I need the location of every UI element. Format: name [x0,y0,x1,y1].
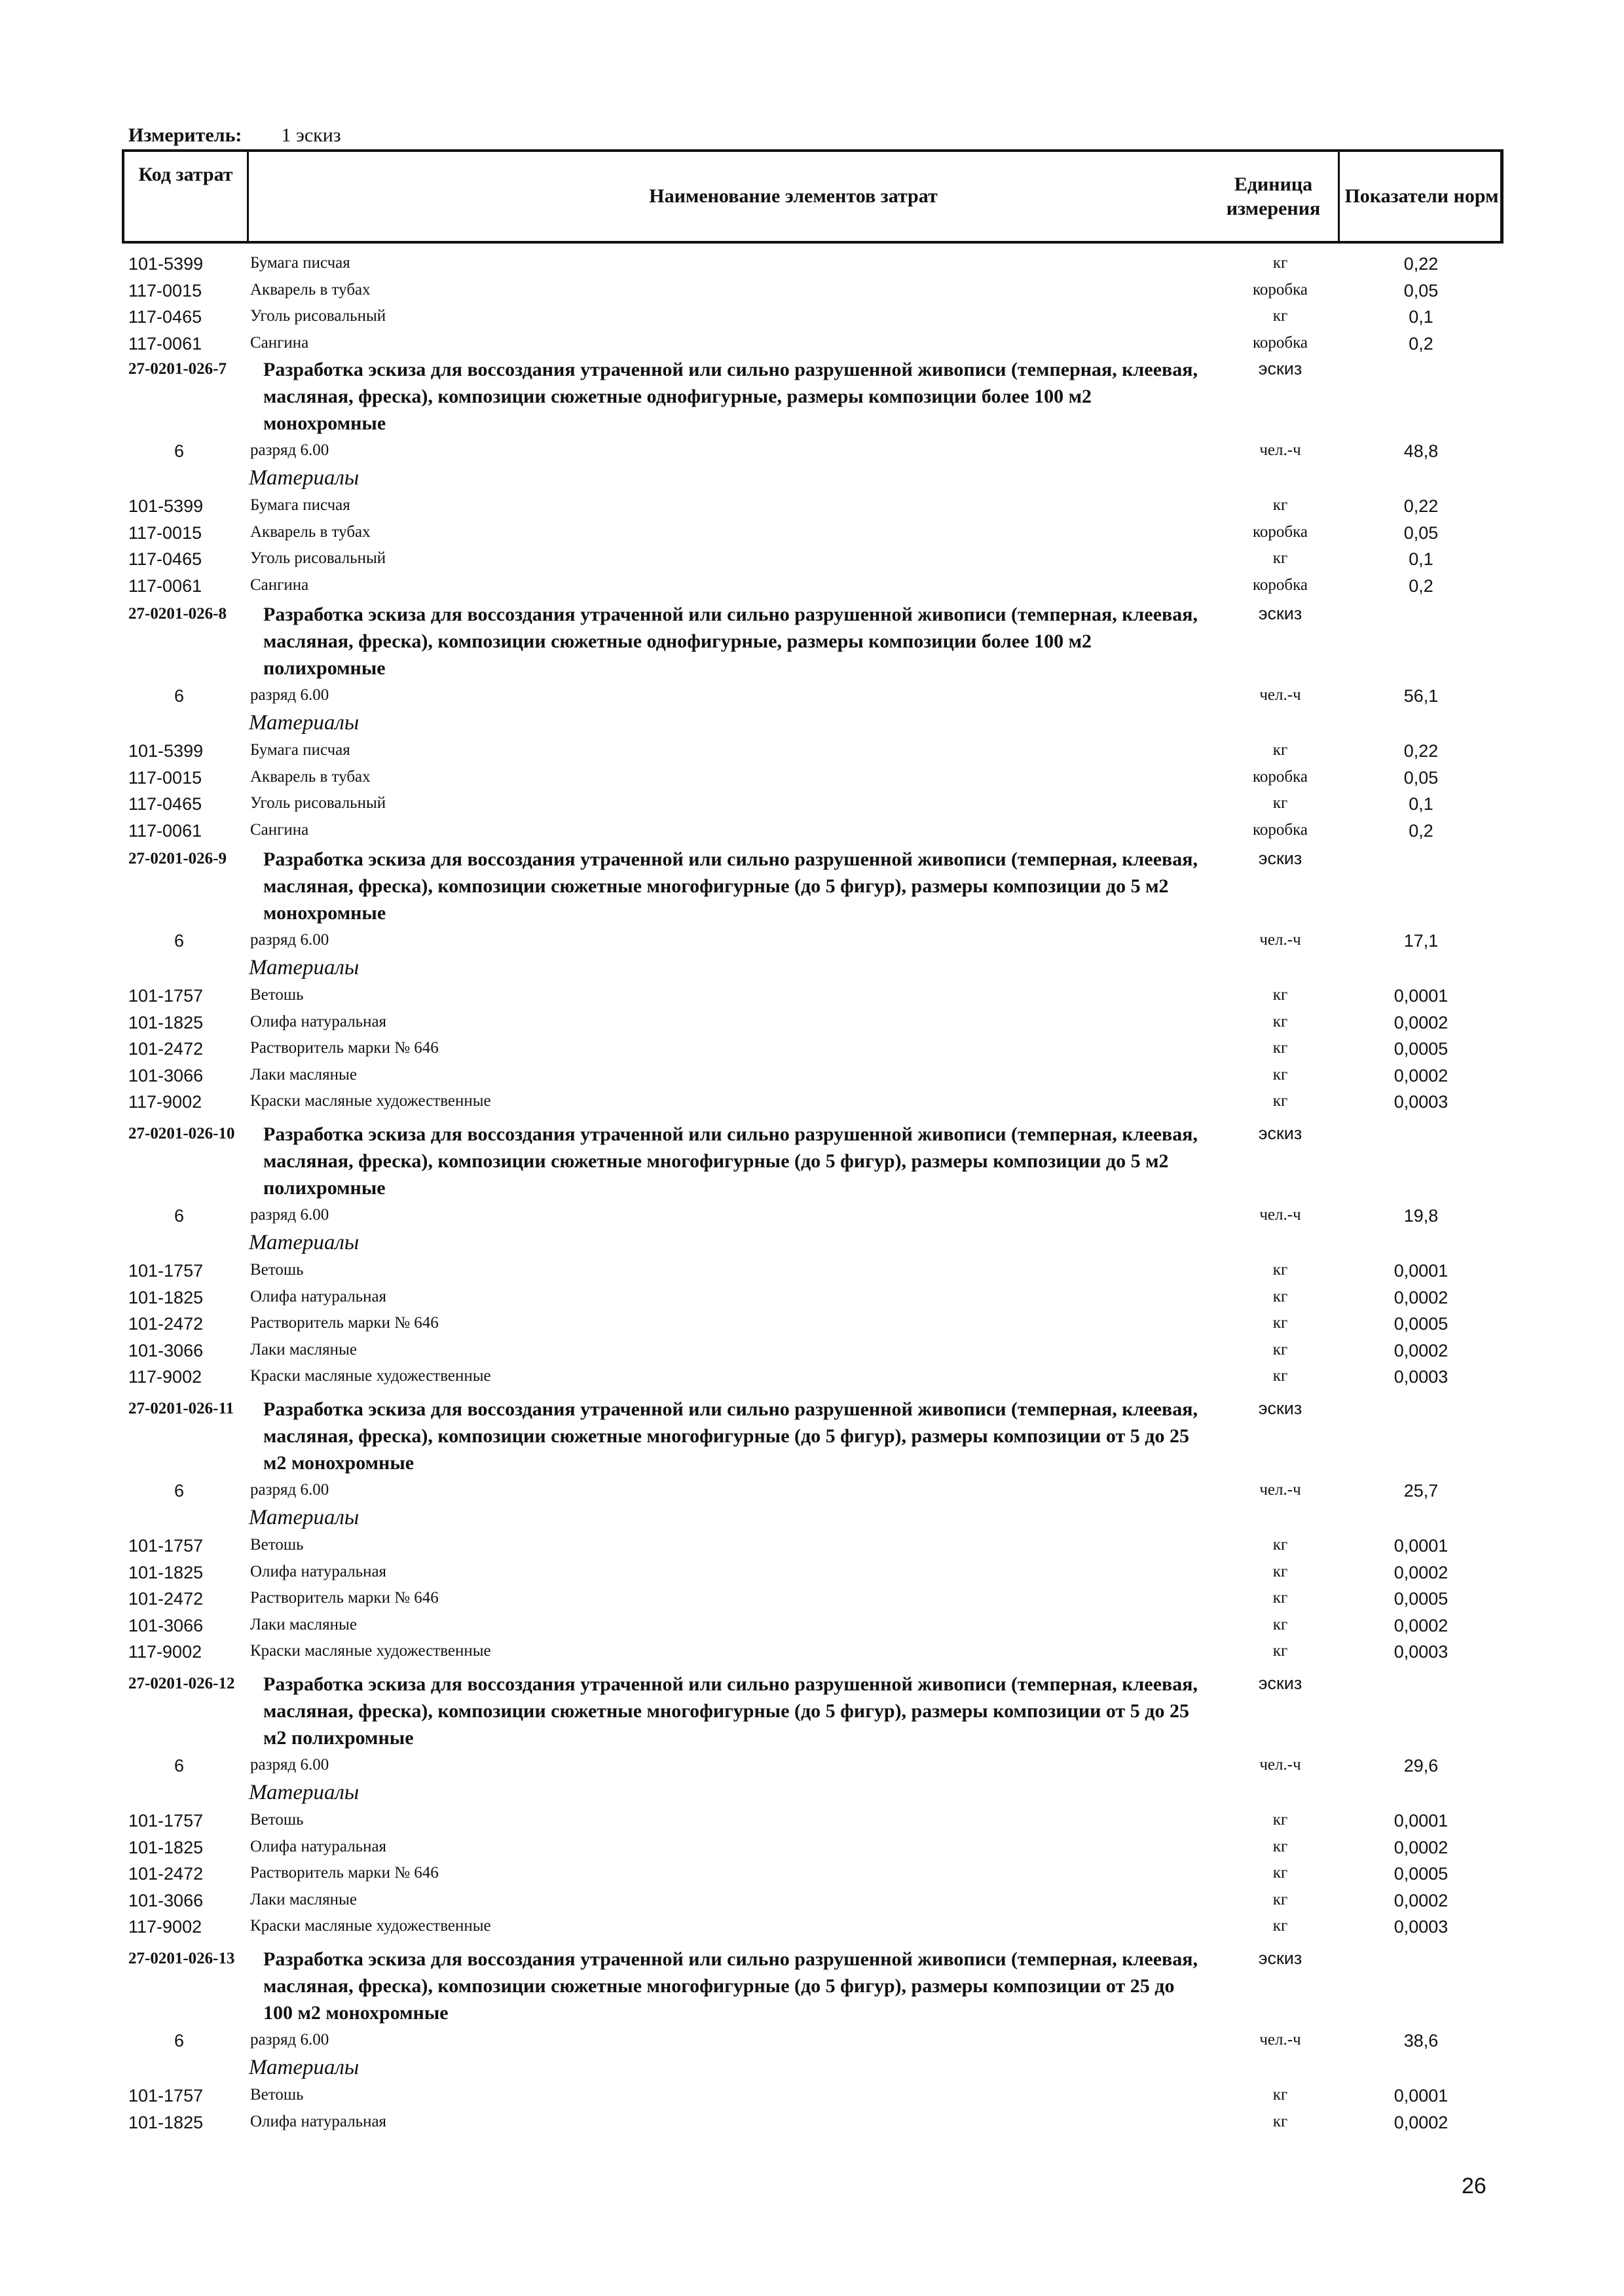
rank-value: 17,1 [1403,931,1439,951]
rank-code: 6 [174,441,185,461]
item-code: 117-0465 [128,794,202,814]
table-row [0,523,1624,549]
rank-value: 25,7 [1403,1481,1439,1501]
position-code: 27-0201-026-7 [128,360,227,378]
item-unit: кг [1272,1287,1288,1305]
item-unit: кг [1272,1261,1288,1279]
table-row [0,1288,1624,1314]
item-value: 0,0002 [1393,1837,1449,1857]
item-unit: кг [1272,1012,1288,1030]
table-row [0,1341,1624,1367]
item-value: 0,22 [1403,254,1439,274]
table-row [0,1563,1624,1589]
item-code: 101-1825 [128,1562,204,1582]
item-value: 0,05 [1403,522,1439,543]
item-code: 101-5399 [128,254,204,274]
rank-row [0,1756,1624,1782]
item-value: 0,2 [1409,820,1433,841]
table-row [0,2086,1624,2112]
position-unit: эскиз [1258,604,1302,623]
item-code: 101-2472 [128,1314,204,1334]
item-value: 0,0002 [1393,1890,1449,1910]
item-name: Олифа натуральная [250,1287,387,1305]
item-unit: кг [1272,1039,1288,1057]
rank-unit: чел.-ч [1259,931,1301,949]
rank-name: разряд 6.00 [250,1206,329,1224]
item-code: 117-9002 [128,1642,202,1662]
item-unit: кг [1272,1890,1288,1908]
item-unit: кг [1272,1065,1288,1084]
item-code: 117-0015 [128,280,202,301]
position-title: Разработка эскиза для воссоздания утраченной или сильно разрушенной живописи (темперная, клеевая, масляная, фреска), композиции сюжетные многофигурные (до 5 фигур), размеры композиции до 5 м2 полихромные [263,1123,1198,1199]
item-name: Бумага писчая [250,741,350,759]
item-code: 117-0465 [128,549,202,570]
item-code: 101-1825 [128,2112,204,2132]
item-code: 117-0061 [128,333,202,354]
materials-heading [0,1506,1624,1532]
materials-label: Материалы [249,1506,360,1529]
table-row [0,1536,1624,1562]
position-code: 27-0201-026-10 [128,1125,235,1142]
rank-value: 56,1 [1403,686,1439,706]
item-code: 101-1757 [128,1261,204,1281]
item-code: 101-1757 [128,1811,204,1831]
item-value: 0,0002 [1393,1012,1449,1032]
header-name: Наименование элементов затрат [249,152,1340,241]
item-code: 101-3066 [128,1340,204,1360]
item-code: 101-2472 [128,1589,204,1609]
item-unit: кг [1272,307,1288,325]
item-code: 101-1757 [128,1536,204,1556]
position-unit: эскиз [1258,1673,1302,1693]
table-row [0,1917,1624,1943]
position-title: Разработка эскиза для воссоздания утраченной или сильно разрушенной живописи (темперная, клеевая, масляная, фреска), композиции сюжетные однофигурные, размеры композиции более 100 м2 монохромные [263,359,1198,434]
item-value: 0,0001 [1393,986,1449,1006]
item-value: 0,1 [1409,794,1433,814]
item-unit: кг [1272,1562,1288,1580]
item-value: 0,05 [1403,280,1439,301]
item-name: Сангина [250,333,309,352]
table-row [0,1261,1624,1287]
position-title: Разработка эскиза для воссоздания утраченной или сильно разрушенной живописи (темперная, клеевая, масляная, фреска), композиции сюжетные многофигурные (до 5 фигур), размеры композиции до 5 м2 монохромные [263,848,1198,924]
rank-name: разряд 6.00 [250,1481,329,1499]
item-unit: кг [1272,1917,1288,1935]
measure-value: 1 эскиз [281,124,341,146]
table-row [0,1838,1624,1864]
item-value: 0,2 [1409,333,1433,354]
item-value: 0,0001 [1393,1811,1449,1831]
item-unit: кг [1272,1811,1288,1829]
rank-unit: чел.-ч [1259,1481,1301,1499]
item-unit: кг [1272,741,1288,759]
item-name: Олифа натуральная [250,1837,387,1855]
item-name: Краски масляные художественные [250,1092,491,1110]
item-code: 117-0015 [128,767,202,788]
materials-heading [0,1231,1624,1257]
item-code: 101-3066 [128,1065,204,1085]
item-name: Лаки масляные [250,1065,357,1084]
item-name: Акварель в тубах [250,280,371,299]
position-code: 27-0201-026-11 [128,1400,234,1417]
item-name: Ветошь [250,1261,304,1279]
position-unit: эскиз [1258,1398,1302,1418]
item-name: Олифа натуральная [250,1012,387,1030]
position-title: Разработка эскиза для воссоздания утраченной или сильно разрушенной живописи (темперная, клеевая, масляная, фреска), композиции сюжетные многофигурные (до 5 фигур), размеры композиции от 5 до 25 м2 полихромные [263,1673,1198,1749]
position-unit: эскиз [1258,359,1302,378]
item-unit: коробка [1253,280,1308,299]
item-code: 101-1825 [128,1837,204,1857]
table-row [0,1367,1624,1393]
item-unit: кг [1272,1615,1288,1633]
item-unit: коробка [1253,333,1308,352]
item-name: Уголь рисовальный [250,549,386,568]
table-row [0,1066,1624,1092]
item-value: 0,0002 [1393,1562,1449,1582]
rank-row [0,1206,1624,1232]
rank-row [0,931,1624,957]
item-unit: кг [1272,986,1288,1004]
item-name: Уголь рисовальный [250,307,386,325]
header-norm: Показатели норм [1344,185,1499,208]
table-row [0,986,1624,1012]
position-code: 27-0201-026-8 [128,605,227,623]
item-name: Акварель в тубах [250,522,371,541]
table-row [0,1092,1624,1118]
rank-name: разряд 6.00 [250,1756,329,1774]
position-code: 27-0201-026-13 [128,1950,235,1967]
item-unit: кг [1272,1642,1288,1660]
table-row [0,307,1624,333]
rank-code: 6 [174,931,185,951]
item-unit: кг [1272,1589,1288,1607]
item-code: 117-9002 [128,1917,202,1937]
item-name: Лаки масляные [250,1615,357,1633]
item-value: 0,0005 [1393,1314,1449,1334]
header-unit: Единица измерения [1209,152,1340,241]
position-row [0,1673,1624,1755]
item-name: Ветошь [250,1811,304,1829]
rank-unit: чел.-ч [1259,686,1301,704]
item-value: 0,0002 [1393,1340,1449,1360]
item-code: 101-3066 [128,1615,204,1635]
item-name: Ветошь [250,986,304,1004]
table-row [0,1589,1624,1615]
item-value: 0,0003 [1393,1642,1449,1662]
table-row [0,1642,1624,1668]
position-row [0,1123,1624,1205]
item-code: 101-5399 [128,741,204,761]
item-unit: кг [1272,1864,1288,1882]
item-code: 117-0061 [128,820,202,841]
item-value: 0,0002 [1393,1615,1449,1635]
item-value: 0,0003 [1393,1917,1449,1937]
item-value: 0,0002 [1393,1287,1449,1307]
materials-label: Материалы [249,1781,360,1804]
item-name: Растворитель марки № 646 [250,1589,439,1607]
rank-value: 19,8 [1403,1206,1439,1226]
rank-code: 6 [174,2031,185,2050]
item-code: 117-0015 [128,522,202,543]
table-row [0,1891,1624,1917]
item-value: 0,0003 [1393,1367,1449,1387]
table-row [0,741,1624,767]
measure-label: Измеритель: [128,124,242,146]
table-row [0,281,1624,307]
item-value: 0,2 [1409,575,1433,596]
position-title: Разработка эскиза для воссоздания утраченной или сильно разрушенной живописи (темперная, клеевая, масляная, фреска), композиции сюжетные многофигурные (до 5 фигур), размеры композиции от 25 до 100 м2 монохромные [263,1948,1198,2024]
table-row [0,1013,1624,1039]
position-unit: эскиз [1258,848,1302,868]
item-name: Ветошь [250,1536,304,1554]
item-unit: кг [1272,1092,1288,1110]
item-code: 117-0061 [128,575,202,596]
item-name: Лаки масляные [250,1340,357,1358]
item-name: Сангина [250,820,309,839]
item-unit: коробка [1253,575,1308,594]
position-row [0,1948,1624,2030]
item-unit: коробка [1253,820,1308,839]
item-name: Бумага писчая [250,254,350,272]
rank-name: разряд 6.00 [250,2031,329,2049]
item-name: Краски масляные художественные [250,1642,491,1660]
item-name: Бумага писчая [250,496,350,514]
item-code: 101-3066 [128,1890,204,1910]
item-code: 117-9002 [128,1367,202,1387]
item-name: Краски масляные художественные [250,1917,491,1935]
item-unit: кг [1272,1536,1288,1554]
item-value: 0,1 [1409,307,1433,327]
rank-unit: чел.-ч [1259,441,1301,459]
position-code: 27-0201-026-9 [128,850,227,867]
position-unit: эскиз [1258,1948,1302,1968]
item-unit: кг [1272,496,1288,514]
table-row [0,821,1624,847]
rank-value: 29,6 [1403,1756,1439,1776]
table-row [0,549,1624,575]
page-number: 26 [1462,2174,1486,2198]
table-row [0,496,1624,522]
item-value: 0,0003 [1393,1092,1449,1112]
item-value: 0,05 [1403,767,1439,788]
position-row [0,1398,1624,1480]
table-row [0,768,1624,794]
table-row [0,1039,1624,1065]
materials-heading [0,1781,1624,1807]
rank-unit: чел.-ч [1259,1756,1301,1774]
rank-name: разряд 6.00 [250,686,329,704]
item-value: 0,0002 [1393,1065,1449,1085]
item-code: 101-1757 [128,2086,204,2105]
rank-row [0,2031,1624,2057]
item-unit: кг [1272,1314,1288,1332]
item-value: 0,0005 [1393,1039,1449,1059]
item-name: Растворитель марки № 646 [250,1864,439,1882]
item-unit: кг [1272,549,1288,568]
item-code: 117-9002 [128,1092,202,1112]
position-row [0,848,1624,930]
item-unit: кг [1272,254,1288,272]
item-value: 0,0005 [1393,1589,1449,1609]
materials-label: Материалы [249,1231,360,1254]
measure-line [128,124,341,147]
item-unit: кг [1272,1837,1288,1855]
item-code: 101-1825 [128,1012,204,1032]
item-unit: кг [1272,1367,1288,1385]
table-row [0,1314,1624,1340]
table-row [0,576,1624,602]
item-value: 0,0001 [1393,1261,1449,1281]
rank-row [0,441,1624,467]
item-value: 0,0001 [1393,2086,1449,2105]
rank-row [0,1481,1624,1507]
table-row [0,2113,1624,2139]
item-name: Акварель в тубах [250,767,371,786]
rank-code: 6 [174,1206,185,1226]
item-code: 101-1825 [128,1287,204,1307]
item-unit: кг [1272,794,1288,812]
rank-row [0,686,1624,712]
header-code: Код затрат [124,152,249,241]
position-title: Разработка эскиза для воссоздания утраченной или сильно разрушенной живописи (темперная, клеевая, масляная, фреска), композиции сюжетные многофигурные (до 5 фигур), размеры композиции от 5 до 25 м2 монохромные [263,1398,1198,1474]
rank-value: 48,8 [1403,441,1439,461]
rank-name: разряд 6.00 [250,441,329,459]
item-name: Лаки масляные [250,1890,357,1908]
item-value: 0,22 [1403,741,1439,761]
materials-heading [0,956,1624,982]
table-row [0,1616,1624,1642]
table-row [0,1811,1624,1837]
rank-code: 6 [174,1481,185,1501]
position-title: Разработка эскиза для воссоздания утраченной или сильно разрушенной живописи (темперная, клеевая, масляная, фреска), композиции сюжетные однофигурные, размеры композиции более 100 м2 полихромные [263,604,1198,679]
item-unit: коробка [1253,767,1308,786]
item-code: 101-1757 [128,986,204,1006]
materials-label: Материалы [249,711,360,735]
rank-unit: чел.-ч [1259,2031,1301,2049]
rank-code: 6 [174,1756,185,1776]
item-name: Сангина [250,575,309,594]
item-name: Ветошь [250,2086,304,2104]
item-code: 101-5399 [128,496,204,516]
item-code: 117-0465 [128,307,202,327]
item-name: Растворитель марки № 646 [250,1314,439,1332]
item-code: 101-2472 [128,1864,204,1884]
item-unit: кг [1272,2112,1288,2130]
table-header [122,149,1504,244]
rank-name: разряд 6.00 [250,931,329,949]
materials-heading [0,466,1624,492]
item-name: Краски масляные художественные [250,1367,491,1385]
item-value: 0,0005 [1393,1864,1449,1884]
position-row [0,359,1624,440]
item-code: 101-2472 [128,1039,204,1059]
rank-value: 38,6 [1403,2031,1439,2050]
item-name: Растворитель марки № 646 [250,1039,439,1057]
materials-heading [0,711,1624,737]
item-value: 0,0002 [1393,2112,1449,2132]
item-unit: кг [1272,1340,1288,1358]
table-row [0,1864,1624,1890]
table-row [0,794,1624,820]
item-unit: коробка [1253,522,1308,541]
position-code: 27-0201-026-12 [128,1675,235,1692]
item-unit: кг [1272,2086,1288,2104]
rank-code: 6 [174,686,185,706]
materials-heading [0,2056,1624,2082]
position-unit: эскиз [1258,1123,1302,1143]
materials-label: Материалы [249,466,360,490]
position-row [0,604,1624,685]
item-name: Уголь рисовальный [250,794,386,812]
item-value: 0,1 [1409,549,1433,570]
rank-unit: чел.-ч [1259,1206,1301,1224]
materials-label: Материалы [249,2056,360,2079]
item-value: 0,0001 [1393,1536,1449,1556]
item-value: 0,22 [1403,496,1439,516]
item-name: Олифа натуральная [250,1562,387,1580]
item-name: Олифа натуральная [250,2112,387,2130]
table-row [0,254,1624,280]
materials-label: Материалы [249,956,360,979]
